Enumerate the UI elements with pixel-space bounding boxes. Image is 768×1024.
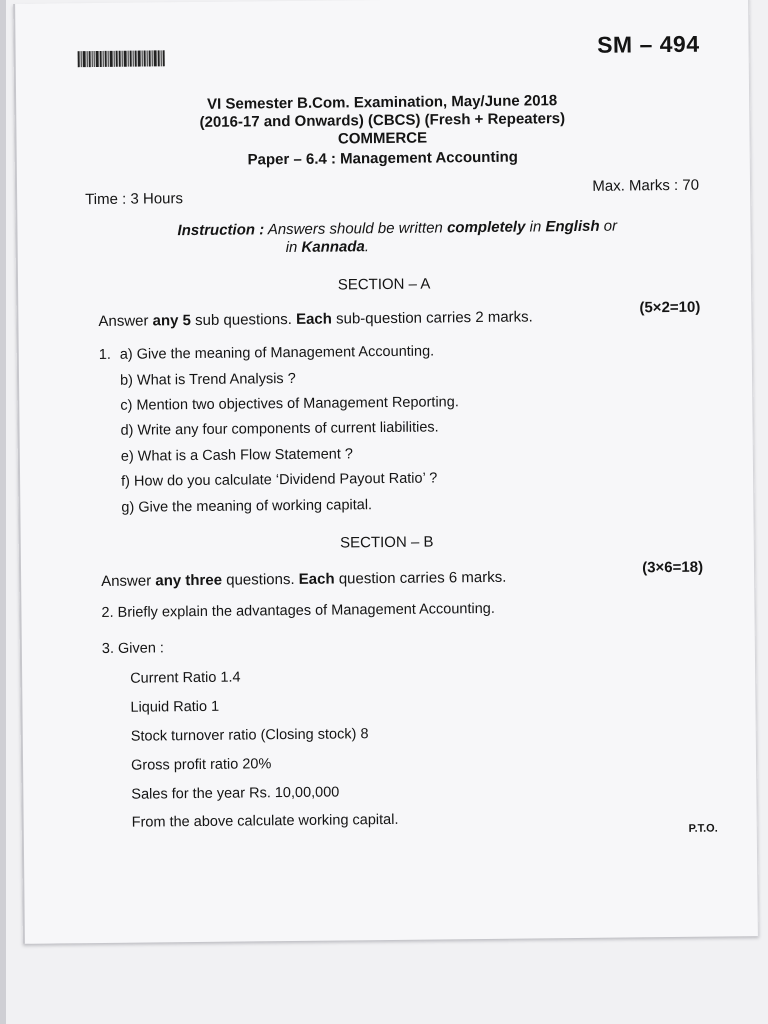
section-b-title: SECTION – B [339,533,434,552]
please-turn-over: P.T.O. [688,822,718,835]
section-b-instruction [101,569,506,590]
instruction-text: question carries 6 marks. [334,568,507,588]
given-current-ratio: Current Ratio 1.4 [130,669,241,687]
max-marks: Max. Marks : 70 [592,176,700,195]
paper-code: SM – 494 [596,30,700,58]
scanner-edge [0,0,6,1024]
question-1f: f) How do you calculate ‘Dividend Payout Ratio’ ? [121,470,438,490]
paper-title: Paper – 6.4 : Management Accounting [247,148,518,169]
instruction-text: in [525,218,546,236]
instruction-text: Answer [98,312,153,331]
question-1g: g) Give the meaning of working capital. [121,497,373,516]
section-b-marks: (3×6=18) [642,558,704,577]
instruction-label: Instruction : [177,221,265,240]
exam-title: VI Semester B.Com. Examination, May/June 2018 [206,92,558,113]
question-1c: c) Mention two objectives of Management Reporting. [120,394,459,414]
question-3-heading: 3. Given : [101,640,165,657]
instruction-text: Answers should be written [267,219,448,239]
question-1e: e) What is a Cash Flow Statement ? [120,446,354,465]
instruction-text: sub-question carries 2 marks. [331,308,533,328]
question-1a: a) Give the meaning of Management Accounting. [119,343,435,363]
barcode-graphic [78,50,176,67]
subject-title: COMMERCE [337,129,428,148]
instruction-line-2 [286,238,370,256]
given-gross-profit: Gross profit ratio 20% [130,756,272,774]
question-1b: b) What is Trend Analysis ? [119,370,296,389]
instruction-text: sub questions. [190,310,297,330]
instruction-emphasis: any 5 [152,312,192,330]
exam-paper-page [13,0,759,944]
instruction-text: or [599,217,618,235]
instruction-text: Answer [101,572,156,590]
given-stock-turnover: Stock turnover ratio (Closing stock) 8 [130,726,369,745]
section-a-marks: (5×2=10) [639,298,701,317]
given-sales: Sales for the year Rs. 10,00,000 [131,784,340,803]
section-a-title: SECTION – A [337,275,431,294]
exam-scheme: (2016-17 and Onwards) (CBCS) (Fresh + Repeaters) [199,110,566,131]
instruction-emphasis: Each [298,570,335,588]
instruction-emphasis: completely [446,218,526,237]
time-allowed: Time : 3 Hours [85,190,184,209]
question-1d: d) Write any four components of current liabilities. [120,419,439,439]
instruction-emphasis: Kannada [301,238,365,256]
given-liquid-ratio: Liquid Ratio 1 [130,698,220,716]
instruction-line-1 [177,218,617,240]
instruction-text: questions. [221,570,299,589]
instruction-text: . [364,238,370,256]
instruction-emphasis: Each [295,310,332,328]
instruction-emphasis: any three [155,571,223,590]
instruction-emphasis: English [545,217,600,236]
question-1-number: 1. [98,346,111,364]
instruction-text: in [285,238,302,257]
question-3-task: From the above calculate working capital. [131,811,399,831]
question-2: 2. Briefly explain the advantages of Management Accounting. [101,600,495,621]
section-a-instruction [98,308,533,330]
